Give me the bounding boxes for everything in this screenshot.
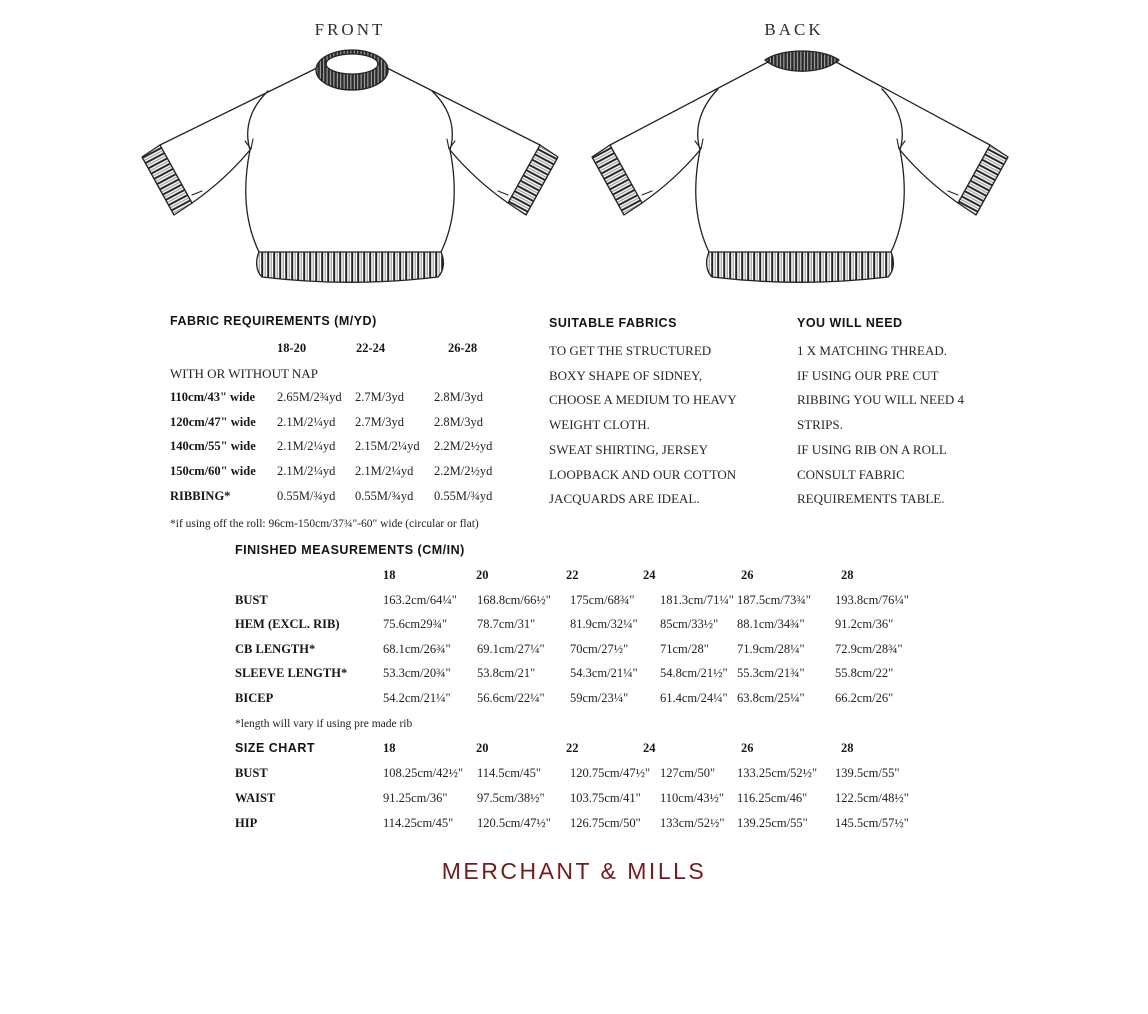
fabric-requirements-section	[170, 314, 526, 530]
row-label: HIP	[235, 816, 258, 830]
table-cell: 0.55M/¾yd	[434, 488, 493, 503]
row-label: CB LENGTH*	[235, 641, 316, 656]
row-label: BICEP	[235, 690, 274, 705]
size-header-cell: 18	[383, 568, 396, 582]
row-label: SLEEVE LENGTH*	[235, 666, 348, 681]
table-cell: 54.8cm/21½"	[660, 666, 728, 681]
nap-note: WITH OR WITHOUT NAP	[170, 365, 318, 381]
table-cell: 71.9cm/28¼"	[737, 641, 805, 656]
table-cell: 71cm/28"	[660, 641, 709, 656]
size-header-cell: 26	[741, 568, 754, 582]
table-cell: 97.5cm/38½"	[477, 791, 545, 805]
table-cell: 126.75cm/50"	[570, 816, 641, 830]
table-row	[235, 593, 935, 618]
text-line: WEIGHT CLOTH.	[549, 417, 650, 433]
table-cell: 2.7M/3yd	[355, 414, 404, 429]
table-cell: 145.5cm/57½"	[835, 816, 909, 830]
size-header-cell: 22	[566, 568, 579, 582]
finished-size-header-row	[235, 568, 935, 593]
table-cell: 193.8cm/76¼"	[835, 592, 909, 607]
you-will-need-lines	[797, 339, 964, 512]
table-cell: 88.1cm/34¾"	[737, 617, 805, 632]
table-cell: 66.2cm/26"	[835, 690, 894, 705]
table-cell: 61.4cm/24¼"	[660, 690, 728, 705]
table-cell: 85cm/33½"	[660, 617, 719, 632]
table-cell: 175cm/68¾"	[570, 592, 635, 607]
fabric-requirements-rows	[170, 390, 526, 513]
table-cell: 2.2M/2½yd	[434, 463, 493, 478]
table-cell: 68.1cm/26¾"	[383, 641, 451, 656]
table-cell: 114.25cm/45"	[383, 816, 454, 830]
table-row	[235, 816, 935, 841]
table-cell: 168.8cm/66½"	[477, 592, 551, 607]
table-cell: 103.75cm/41"	[570, 791, 641, 805]
text-line: IF USING OUR PRE CUT	[797, 367, 939, 383]
size-header-cell: 22	[566, 741, 579, 755]
you-will-need-title: YOU WILL NEED	[797, 316, 903, 330]
size-header-cell: 22-24	[356, 341, 386, 355]
row-label: 140cm/55" wide	[170, 439, 256, 454]
table-cell: 69.1cm/27¼"	[477, 641, 545, 656]
table-cell: 2.8M/3yd	[434, 414, 483, 429]
text-line: RIBBING YOU WILL NEED 4	[797, 392, 965, 408]
table-cell: 91.2cm/36"	[835, 617, 894, 632]
table-row	[235, 642, 935, 667]
table-cell: 139.5cm/55"	[835, 766, 900, 780]
finished-measurements-rows	[235, 593, 935, 716]
suitable-fabrics-lines	[549, 339, 737, 512]
table-cell: 2.1M/2¼yd	[277, 463, 336, 478]
table-cell: 133cm/52½"	[660, 816, 725, 830]
table-cell: 0.55M/¾yd	[277, 488, 336, 503]
brand-logotype: MERCHANT & MILLS	[441, 858, 707, 884]
fabric-requirements-footnote: *if using off the roll: 96cm-150cm/37¾"-60" wide (circular or flat)	[170, 518, 479, 531]
row-label: BUST	[235, 766, 268, 780]
table-row	[170, 464, 526, 489]
table-cell: 120.75cm/47½"	[570, 766, 651, 780]
text-line: STRIPS.	[797, 417, 843, 433]
table-cell: 53.8cm/21"	[477, 666, 536, 681]
size-header-cell: 24	[643, 568, 656, 582]
table-cell: 139.25cm/55"	[737, 816, 808, 830]
size-header-cell: 26-28	[448, 341, 478, 355]
text-line: BOXY SHAPE OF SIDNEY,	[549, 367, 703, 383]
table-cell: 2.7M/3yd	[355, 390, 404, 405]
table-row	[170, 415, 526, 440]
table-cell: 81.9cm/32¼"	[570, 617, 638, 632]
text-line: SWEAT SHIRTING, JERSEY	[549, 441, 708, 457]
table-cell: 53.3cm/20¾"	[383, 666, 451, 681]
size-chart-rows	[235, 766, 935, 841]
table-cell: 2.8M/3yd	[434, 390, 483, 405]
table-row	[170, 489, 526, 514]
fabric-requirements-title: FABRIC REQUIREMENTS (M/YD)	[170, 314, 377, 328]
table-cell: 116.25cm/46"	[737, 791, 808, 805]
table-cell: 2.1M/2¼yd	[277, 414, 336, 429]
table-cell: 91.25cm/36"	[383, 791, 448, 805]
size-header-cell: 18-20	[277, 341, 307, 355]
table-cell: 55.8cm/22"	[835, 666, 894, 681]
table-cell: 54.3cm/21¼"	[570, 666, 638, 681]
table-row	[170, 439, 526, 464]
size-chart-section	[235, 741, 935, 841]
row-label: WAIST	[235, 791, 276, 805]
table-cell: 122.5cm/48½"	[835, 791, 909, 805]
table-cell: 133.25cm/52½"	[737, 766, 818, 780]
size-header-cell: 28	[841, 741, 854, 755]
table-cell: 0.55M/¾yd	[355, 488, 414, 503]
row-label: HEM (EXCL. RIB)	[235, 617, 340, 632]
table-row	[235, 666, 935, 691]
row-label: BUST	[235, 592, 268, 607]
text-line: CHOOSE A MEDIUM TO HEAVY	[549, 392, 737, 408]
suitable-fabrics-title: SUITABLE FABRICS	[549, 316, 677, 330]
table-cell: 2.65M/2¾yd	[277, 390, 342, 405]
size-header-cell: 26	[741, 741, 754, 755]
table-cell: 2.15M/2¼yd	[355, 439, 420, 454]
table-cell: 70cm/27½"	[570, 641, 629, 656]
table-cell: 114.5cm/45"	[477, 766, 542, 780]
table-row	[235, 617, 935, 642]
size-chart-title: SIZE CHART	[235, 741, 315, 755]
fabric-size-header-row	[170, 341, 526, 366]
text-line: JACQUARDS ARE IDEAL.	[549, 491, 700, 507]
table-cell: 120.5cm/47½"	[477, 816, 551, 830]
size-header-cell: 24	[643, 741, 656, 755]
sweatshirt-front-drawing	[135, 45, 565, 295]
you-will-need-section	[797, 316, 964, 512]
table-cell: 54.2cm/21¼"	[383, 690, 451, 705]
suitable-fabrics-section	[549, 316, 737, 512]
size-header-cell: 18	[383, 741, 396, 755]
table-cell: 108.25cm/42½"	[383, 766, 464, 780]
table-cell: 2.1M/2¼yd	[355, 463, 414, 478]
table-row	[235, 766, 935, 791]
table-cell: 55.3cm/21¾"	[737, 666, 805, 681]
table-row	[170, 390, 526, 415]
finished-measurements-title: FINISHED MEASUREMENTS (CM/IN)	[235, 543, 465, 557]
row-label: RIBBING*	[170, 488, 231, 503]
table-cell: 2.2M/2½yd	[434, 439, 493, 454]
text-line: IF USING RIB ON A ROLL	[797, 441, 947, 457]
table-cell: 2.1M/2¼yd	[277, 439, 336, 454]
front-diagram-label: FRONT	[314, 20, 386, 39]
size-header-cell: 20	[476, 741, 489, 755]
table-cell: 72.9cm/28¾"	[835, 641, 903, 656]
row-label: 110cm/43" wide	[170, 390, 256, 405]
text-line: CONSULT FABRIC	[797, 466, 905, 482]
text-line: TO GET THE STRUCTURED	[549, 343, 712, 358]
table-row	[235, 691, 935, 716]
text-line: REQUIREMENTS TABLE.	[797, 491, 945, 507]
finished-measurements-footnote: *length will vary if using pre made rib	[235, 717, 413, 730]
table-cell: 59cm/23¼"	[570, 690, 629, 705]
table-cell: 187.5cm/73¾"	[737, 592, 811, 607]
back-diagram-label: BACK	[764, 20, 824, 39]
row-label: 120cm/47" wide	[170, 414, 256, 429]
table-row	[235, 791, 935, 816]
table-cell: 63.8cm/25¼"	[737, 690, 805, 705]
size-chart-header-row	[235, 741, 935, 766]
table-cell: 78.7cm/31"	[477, 617, 536, 632]
table-cell: 110cm/43½"	[660, 791, 725, 805]
table-cell: 127cm/50"	[660, 766, 716, 780]
table-cell: 75.6cm29¾"	[383, 617, 448, 632]
text-line: LOOPBACK AND OUR COTTON	[549, 466, 737, 482]
table-cell: 181.3cm/71¼"	[660, 592, 734, 607]
row-label: 150cm/60" wide	[170, 463, 256, 478]
finished-measurements-section	[235, 543, 935, 730]
size-header-cell: 20	[476, 568, 489, 582]
table-cell: 163.2cm/64¼"	[383, 592, 457, 607]
text-line: 1 X MATCHING THREAD.	[797, 343, 947, 358]
table-cell: 56.6cm/22¼"	[477, 690, 545, 705]
size-header-cell: 28	[841, 568, 854, 582]
sweatshirt-back-drawing	[585, 45, 1015, 295]
